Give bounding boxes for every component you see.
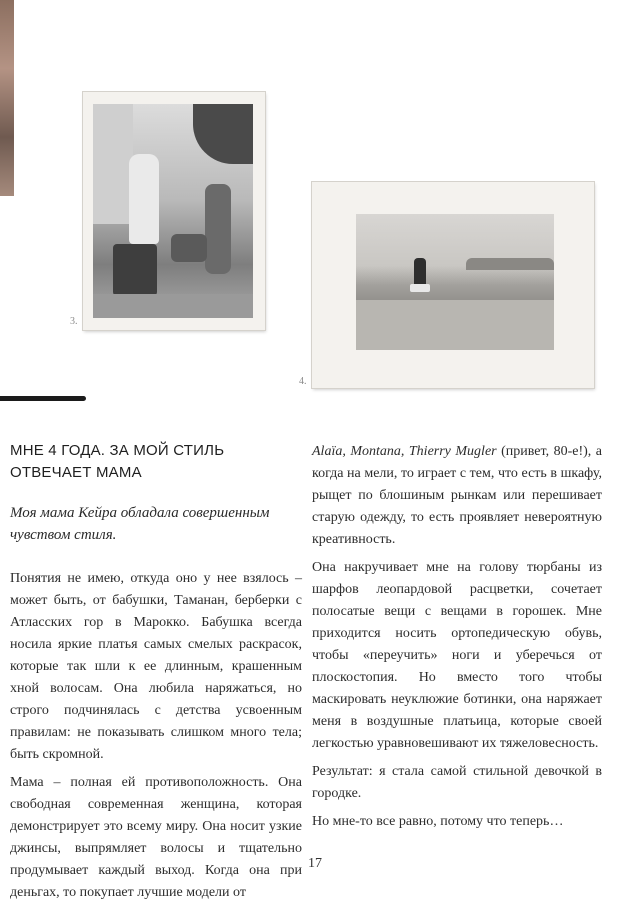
page-number: 17 (308, 856, 322, 871)
edge-photo-fragment (0, 0, 14, 196)
photo-child-at-seaside (312, 182, 594, 388)
photo-3-label: 3. (70, 316, 78, 327)
photo-4-label: 4. (299, 376, 307, 387)
photo-mother-with-stroller (83, 92, 265, 330)
paragraph-3: Она накручивает мне на голову тюрбаны из шарфов леопардовой расцветки, сочетает полосатые вещи с вещами в горошек. Мне приходится носить ортопедическую обувь, чтобы «переучить» ноги и уберечься от плоскостопия. Но вместо того чтобы маскировать неуклюжие ботинки, она наряжает меня в воздушные платьица, которые своей легкостью уравновешивают их тяжеловесность. (312, 560, 602, 751)
paragraph-4: Результат: я стала самой стильной девочкой в городке. (312, 764, 602, 801)
paragraph-2-end: (привет, 80-е!), а когда на мели, то играет с тем, что есть в шкафу, рыщет по блошиным рынкам или перешивает старую одежду, то есть проявляет невероятную креативность. (312, 444, 602, 547)
paragraph-1: Понятия не имею, откуда оно у нее взялось – может быть, от бабушки, Таманан, берберки с Атласских гор в Марокко. Бабушка всегда носила яркие платья самых смелых раскрасок, которые так шли к ее длинным, крашенным хной волосам. Она любила наряжаться, но строго подчинялась с детства усвоенным правилам: не показывать слишком много тела; быть скромной. (10, 571, 302, 762)
text-column-right (312, 441, 602, 839)
decorative-brush-stroke (0, 396, 86, 401)
paragraph-2: Мама – полная ей противоположность. Она свободная современная женщина, которая демонстрирует это всему миру. Она носит узкие джинсы, выпрямляет волосы и тщательно продумывает каждый выход. Когда она при деньгах, то покупает лучшие модели от (10, 775, 302, 900)
article-lead: Моя мама Кейра обладала совершенным чувством стиля. (10, 505, 270, 543)
paragraph-5: Но мне-то все равно, потому что теперь… (312, 814, 564, 829)
fashion-brands: Alaïa, Montana, Thierry Mugler (312, 444, 497, 459)
photo-3-image (93, 104, 253, 318)
text-column-left (10, 440, 302, 910)
article-heading: МНЕ 4 ГОДА. ЗА МОЙ СТИЛЬ ОТВЕЧАЕТ МАМА (10, 442, 225, 481)
paragraph-2-continued (312, 441, 602, 551)
photo-4-image (356, 214, 554, 350)
